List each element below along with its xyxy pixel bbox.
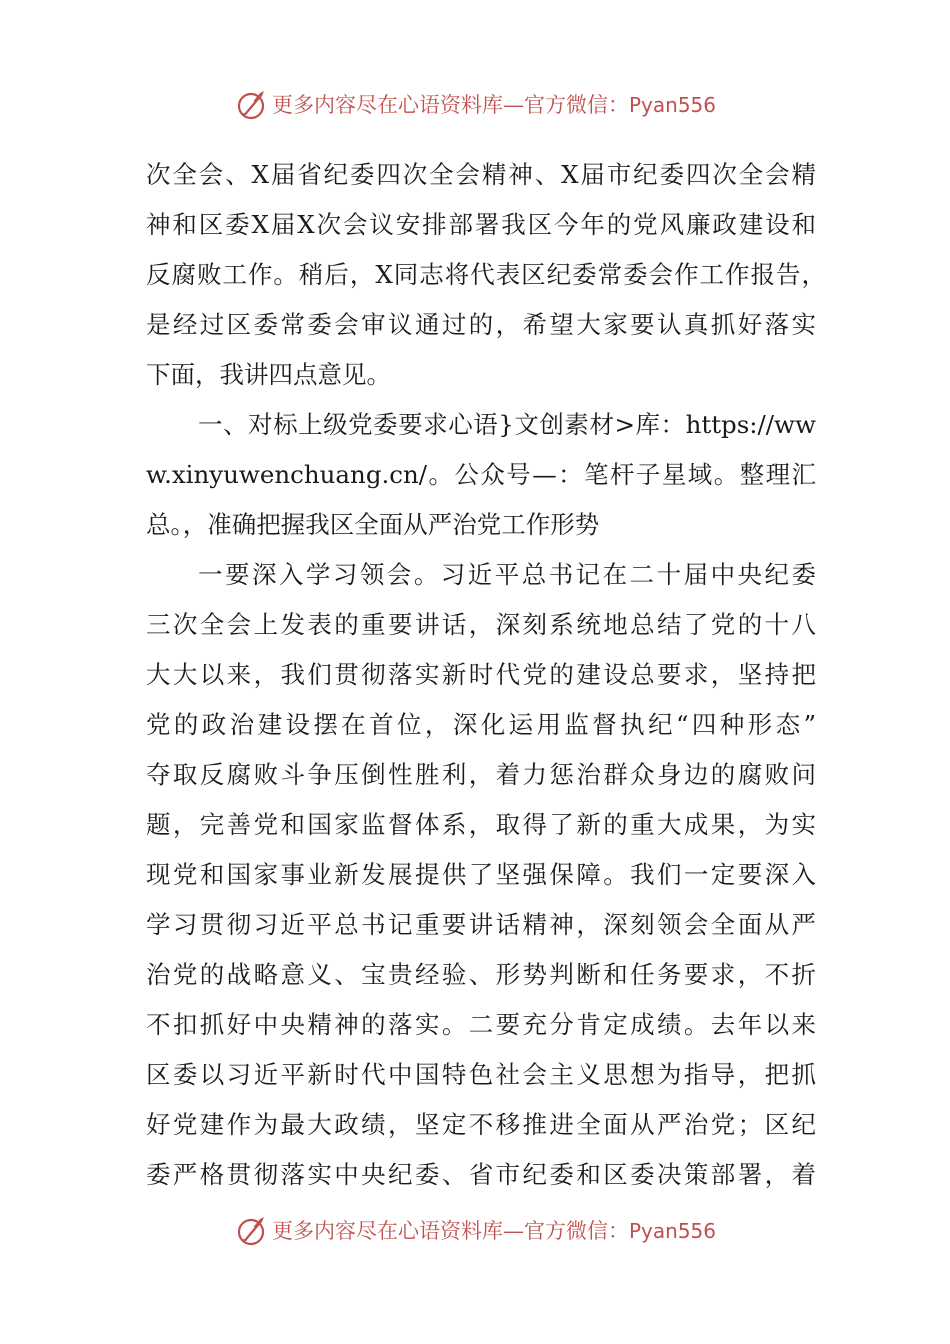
footer-banner: [0, 1210, 950, 1250]
document-body: [146, 150, 826, 1200]
quill-logo-icon: [234, 1213, 268, 1247]
paragraph-start-line: 一要深入学习领会。习近平总书记在二十届中央纪委: [198, 560, 816, 589]
body-line: 好党建作为最大政绩，坚定不移推进全面从严治党；区纪: [146, 1110, 816, 1139]
header-banner-cn: 更多内容尽在心语资料库—官方微信：: [271, 93, 629, 117]
body-line: 委严格贯彻落实中央纪委、省市纪委和区委决策部署，着: [146, 1160, 816, 1189]
body-line: 区委以习近平新时代中国特色社会主义思想为指导，把抓: [146, 1060, 816, 1089]
body-line: 学习贯彻习近平总书记重要讲话精神，深刻领会全面从严: [146, 910, 816, 939]
body-line: 不扣抓好中央精神的落实。二要充分肯定成绩。去年以来: [146, 1010, 816, 1039]
footer-wechat-id: Pyan556: [628, 1219, 716, 1243]
header-banner-text: [272, 89, 716, 119]
body-line: 神和区委X届X次会议安排部署我区今年的党风廉政建设和: [146, 210, 816, 239]
body-line: 现党和国家事业新发展提供了坚强保障。我们一定要深入: [146, 860, 816, 889]
body-line: 总。，准确把握我区全面从严治党工作形势: [146, 510, 600, 539]
footer-banner-text: [272, 1215, 716, 1245]
body-line: 夺取反腐败斗争压倒性胜利，着力惩治群众身边的腐败问: [146, 760, 816, 789]
body-line: 三次全会上发表的重要讲话，深刻系统地总结了党的十八: [146, 610, 816, 639]
body-line: 是经过区委常委会审议通过的，希望大家要认真抓好落实: [146, 310, 816, 339]
body-line: 大大以来，我们贯彻落实新时代党的建设总要求，坚持把: [146, 660, 816, 689]
body-line: w.xinyuwenchuang.cn/。公众号—：笔杆子星域。整理汇: [146, 460, 816, 489]
section-heading-line: 一、对标上级党委要求心语}文创素材>库：https://ww: [198, 410, 816, 439]
quill-logo-icon: [234, 87, 268, 121]
header-wechat-id: Pyan556: [628, 93, 716, 117]
body-line: 题，完善党和国家监督体系，取得了新的重大成果，为实: [146, 810, 816, 839]
header-banner: [0, 84, 950, 124]
footer-banner-cn: 更多内容尽在心语资料库—官方微信：: [271, 1219, 629, 1243]
body-line: 次全会、X届省纪委四次全会精神、X届市纪委四次全会精: [146, 160, 816, 189]
body-line: 下面，我讲四点意见。: [146, 360, 391, 389]
body-line: 治党的战略意义、宝贵经验、形势判断和任务要求，不折: [146, 960, 816, 989]
body-line: 党的政治建设摆在首位，深化运用监督执纪“四种形态”: [146, 710, 816, 739]
body-line: 反腐败工作。稍后，X同志将代表区纪委常委会作工作报告，: [146, 260, 826, 289]
